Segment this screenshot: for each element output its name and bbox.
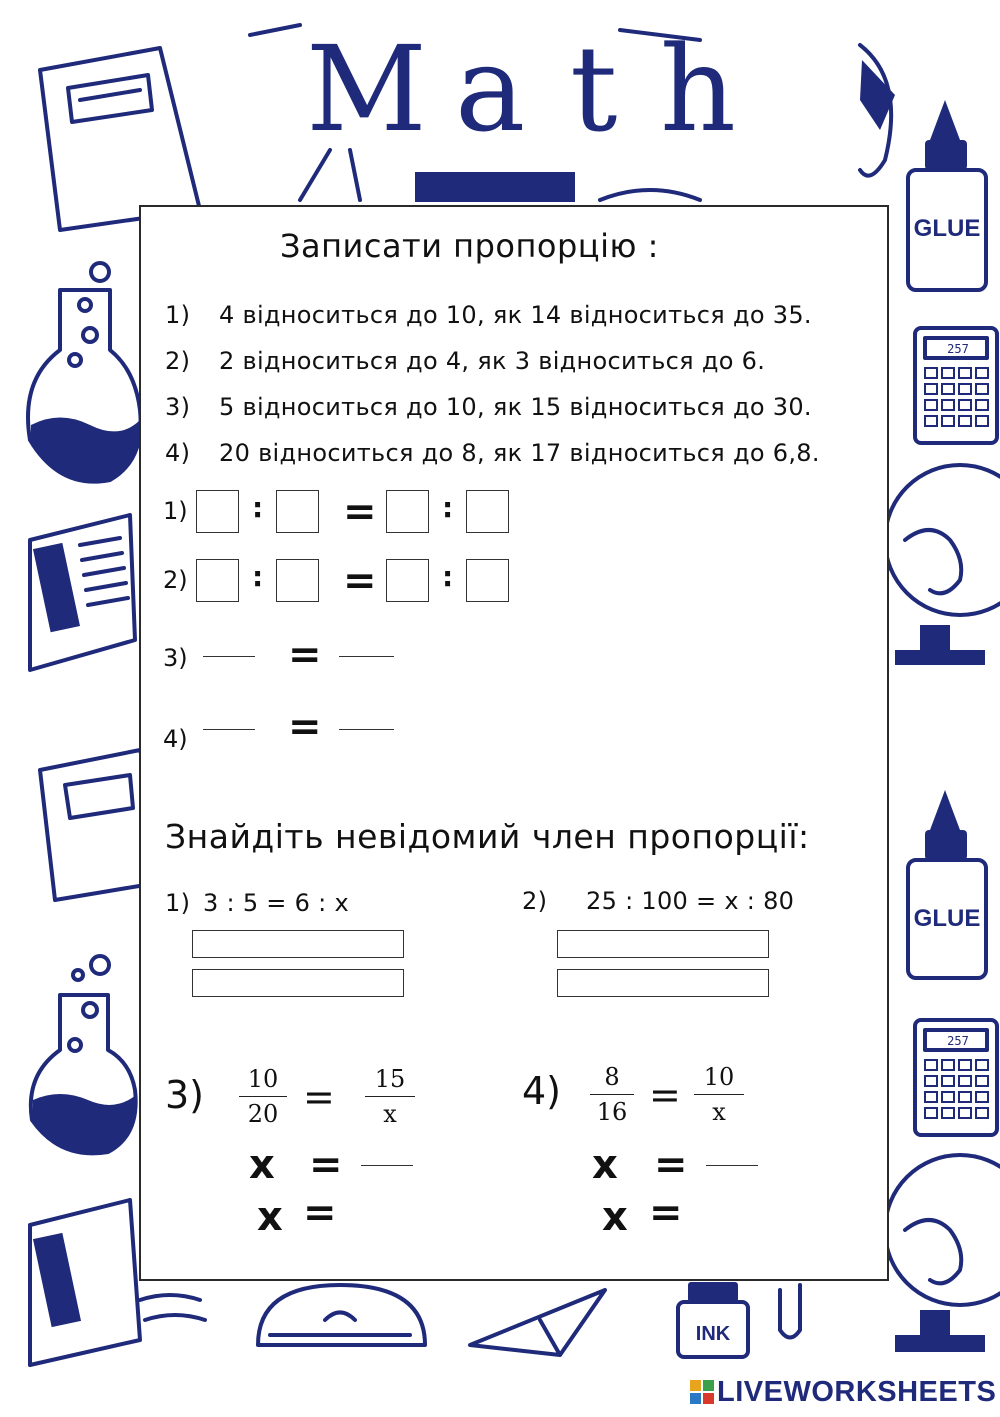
calc-display: 257 <box>947 342 969 356</box>
answer-line[interactable] <box>203 656 255 657</box>
answer-input[interactable] <box>192 930 404 958</box>
answer-box[interactable] <box>466 559 509 602</box>
statement-text: 5 відноситься до 10, як 15 відноситься до 30. <box>219 393 812 421</box>
statement-text: 20 відноситься до 8, як 17 відноситься до 6,8. <box>219 439 820 467</box>
answer-box[interactable] <box>466 490 509 533</box>
unknown-x: x <box>592 1142 618 1188</box>
answer-line[interactable] <box>203 729 255 730</box>
paper-clip-icon <box>780 1285 800 1338</box>
equals-sign: = <box>303 1075 335 1119</box>
ink-bottle-icon <box>678 1282 748 1357</box>
statement-text: 2 відноситься до 4, як 3 відноситься до 6. <box>219 347 766 375</box>
flask-icon <box>31 956 136 1153</box>
fraction-numerator: 8 <box>604 1063 620 1091</box>
colon-sign: : <box>442 491 454 524</box>
fraction-denominator: 20 <box>247 1100 279 1128</box>
unknown-x: x <box>249 1142 275 1188</box>
statement-number: 2) <box>165 347 191 375</box>
liveworksheets-logo-icon <box>690 1380 714 1404</box>
equals-sign: = <box>649 1190 683 1236</box>
statement-number: 1) <box>165 301 191 329</box>
fraction <box>239 1065 287 1128</box>
globe-icon <box>885 465 1000 665</box>
title-letter: t <box>570 20 618 158</box>
title-letter: h <box>660 20 736 158</box>
answer-box[interactable] <box>386 559 429 602</box>
fraction <box>365 1065 415 1128</box>
ink-label: INK <box>695 1323 731 1345</box>
paper-plane-icon <box>470 1290 605 1355</box>
flask-icon <box>28 263 141 482</box>
statement-number: 4) <box>165 439 191 467</box>
answer-line[interactable] <box>706 1165 758 1166</box>
book-icon <box>30 515 135 670</box>
calculator-icon <box>915 1020 997 1135</box>
footer-brand-text: LIVEWORKSHEETS <box>717 1376 997 1408</box>
fraction-numerator: 15 <box>374 1065 406 1093</box>
colon-sign: : <box>252 560 264 593</box>
section1-heading: Записати пропорцію : <box>280 227 659 265</box>
fraction-denominator: x <box>383 1100 397 1128</box>
equals-sign: = <box>654 1142 688 1188</box>
glue-bottle-icon <box>908 100 986 290</box>
glue-label: GLUE <box>913 905 981 932</box>
fraction <box>694 1063 744 1126</box>
problem-number: 3) <box>165 1073 205 1117</box>
calc-display: 257 <box>947 1034 969 1048</box>
problem-expression: 25 : 100 = x : 80 <box>586 887 795 915</box>
title-letter: a <box>455 20 526 158</box>
statement-number: 3) <box>165 393 191 421</box>
worksheet-panel <box>139 205 889 1281</box>
answer-input[interactable] <box>192 969 404 997</box>
answer-box[interactable] <box>276 559 319 602</box>
section2-heading: Знайдіть невідомий член пропорції: <box>165 817 810 856</box>
answer-line[interactable] <box>339 656 394 657</box>
fraction-numerator: 10 <box>703 1063 735 1091</box>
fraction-denominator: 16 <box>596 1098 628 1126</box>
globe-icon <box>885 1155 1000 1352</box>
equals-sign: = <box>343 489 377 535</box>
answer-number: 4) <box>163 725 188 753</box>
problem-number: 4) <box>522 1069 562 1113</box>
equals-sign: = <box>303 1190 337 1236</box>
notebook-icon <box>40 48 200 230</box>
problem-number: 2) <box>522 887 548 915</box>
colon-sign: : <box>442 560 454 593</box>
equals-sign: = <box>309 1142 343 1188</box>
unknown-x: x <box>257 1194 283 1240</box>
equals-sign: = <box>343 558 377 604</box>
answer-box[interactable] <box>196 490 239 533</box>
statement-text: 4 відноситься до 10, як 14 відноситься до 35. <box>219 301 812 329</box>
glue-bottle-icon <box>908 790 986 978</box>
ball-icon <box>860 45 895 176</box>
answer-input[interactable] <box>557 969 769 997</box>
equals-sign: = <box>649 1073 681 1117</box>
calculator-icon <box>915 328 997 443</box>
answer-box[interactable] <box>196 559 239 602</box>
answer-box[interactable] <box>386 490 429 533</box>
glue-label: GLUE <box>913 215 981 242</box>
title-letter: M <box>306 20 427 158</box>
colon-sign: : <box>252 491 264 524</box>
fraction-numerator: 10 <box>247 1065 279 1093</box>
equals-sign: = <box>288 704 322 750</box>
answer-input[interactable] <box>557 930 769 958</box>
answer-number: 3) <box>163 644 188 672</box>
equals-sign: = <box>288 632 322 678</box>
answer-line[interactable] <box>339 729 394 730</box>
protractor-icon <box>258 1285 425 1345</box>
answer-line[interactable] <box>361 1165 413 1166</box>
footer-brand[interactable] <box>690 1376 996 1409</box>
answer-number: 1) <box>163 497 188 525</box>
answer-number: 2) <box>163 566 188 594</box>
answer-box[interactable] <box>276 490 319 533</box>
problem-number: 1) <box>165 889 191 917</box>
problem-expression: 3 : 5 = 6 : x <box>203 889 349 917</box>
fraction-denominator: x <box>712 1098 726 1126</box>
fraction <box>590 1063 634 1126</box>
unknown-x: x <box>602 1194 628 1240</box>
